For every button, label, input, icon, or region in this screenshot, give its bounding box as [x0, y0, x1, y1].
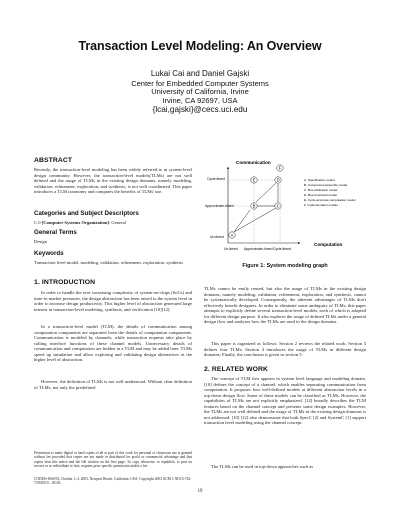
y-tick-label: Approximate-timed — [205, 204, 234, 208]
figure-caption: Figure 1: System modeling graph — [242, 263, 328, 269]
x-tick-label: Cycle-timed — [273, 247, 291, 251]
copyright-notice: CODES+ISSS'03, October 1–3, 2003, Newport Beach, California, USA. Copyright 2003 ACM 1-58113-742-7/03/0010 ...$5.00. — [34, 477, 192, 486]
legend-item: C. Bus-arbitration model — [304, 188, 338, 192]
x-axis-title: Computation — [314, 242, 343, 247]
x-tick-label: Approximate-timed — [244, 247, 273, 251]
edge-a-e — [234, 208, 276, 232]
y-tick-label: Cycle-timed — [207, 177, 225, 181]
author-email: {lcai,gajski}@cecs.uci.edu — [152, 104, 248, 114]
introduction-heading: 1. INTRODUCTION — [34, 279, 96, 286]
legend-item: D. Bus-functional model — [304, 193, 337, 197]
keywords-heading: Keywords — [34, 250, 64, 257]
introduction-p2: In a transaction-level model (TLM), the details of communication among computation components are separated from the details of computation components. Communication is modeled by channels, while transaction requests take place by calling interface functions of these channel models. Unnecessary details of communication and computation are hidden in a TLM and may be added later. TLMs speed up simulation and allow exploring and validating design alternatives at the higher level of abstraction. — [34, 324, 192, 363]
author-affiliation-2: University of California, Irvine — [151, 87, 249, 97]
x-tick-label: Un-timed — [224, 247, 238, 251]
keywords-text: Transaction level model, modeling, validation, refinement, exploration, synthesis — [34, 260, 184, 265]
author-block — [0, 70, 400, 114]
edge-a-b — [234, 210, 250, 232]
svg-text:A: A — [230, 232, 234, 238]
permission-notice: Permission to make digital or hard copies of all or part of this work for personal or classroom use is granted without fee provided that copies are not made or distributed for profit or commercial advantage and that copies bear this notice and the full citation on the first page. To copy otherwise, to republish, to post on servers or to redistribute to lists, requires prior specific permission and/or a fee. — [34, 451, 192, 468]
abstract-heading: ABSTRACT — [34, 157, 73, 164]
categories-rest: : General — [108, 220, 126, 225]
y-axis-title: Communication — [236, 160, 271, 165]
system-modeling-graph — [204, 150, 366, 258]
introduction-p1: In order to handle the ever increasing complexity of system-on-chips (SoCs) and time-to-market pressures, the design abstraction has been raised to the system level in order to increase design productivity. This higher level of abstraction generated large interest in transaction-level modeling, synthesis, and verification [10][12]. — [34, 290, 192, 312]
legend-item: A. Specification model — [304, 178, 335, 182]
author-address: Irvine, CA 92697, USA — [162, 95, 238, 105]
categories-text — [34, 220, 192, 226]
legend-item: B. Component-assembly model — [304, 183, 348, 187]
node-c — [275, 203, 281, 209]
node-a — [229, 232, 235, 238]
y-tick-label: Un-timed — [210, 235, 224, 239]
figure-legend — [304, 178, 356, 207]
legend-item: E. Cycle-accurate computation model — [304, 198, 356, 202]
svg-text:E: E — [252, 177, 256, 183]
node-f — [277, 165, 283, 171]
related-work-p2: The TLMs can be used in top-down approaches such as — [211, 464, 314, 469]
categories-heading: Categories and Subject Descriptors — [34, 210, 139, 217]
categories-bold: [Computer Systems Organization] — [41, 220, 109, 225]
terms-heading: General Terms — [34, 229, 77, 236]
legend-item: F. Implementation model — [304, 203, 338, 207]
edge-b-e — [256, 183, 276, 202]
svg-text:B: B — [252, 203, 256, 209]
svg-text:C: C — [276, 203, 280, 209]
author-affiliation-1: Center for Embedded Computer Systems — [131, 79, 269, 89]
categories-code: C.0 — [34, 220, 42, 225]
svg-text:D: D — [276, 177, 280, 183]
svg-text:F: F — [278, 165, 282, 171]
introduction-p3: However, the definition of TLMs is not well understood. Without clear definition of TLMs, not only the predefined — [34, 379, 192, 390]
node-e — [251, 177, 257, 183]
paper-title: Transaction Level Modeling: An Overview — [78, 39, 322, 53]
right-column-p1: TLMs cannot be easily reused, but also the usage of TLMs in the existing design domains, namely modeling, validation, refinement, exploration, and synthesis, cannot be systematically developed. Consequently, the inherent advantages of TLMs don't effectively benefit designers. In order to eliminate some ambiguity of TLMs, this paper attempts to explicitly define several transaction-level models, each of which is adopted for different design purpose. It also explores the usage of defined TLMs under a general design flow and analyzes how the TLMs are used in the design domains. — [204, 286, 366, 325]
abstract-text: Recently, the transaction-level modeling has been widely referred to in system-level design community. However, the transaction-level models(TLMs) are not well defined and the usage of TLMs in the existing design domains, namely modeling, validation, refinement, exploration, and synthesis, is not well coordinated. This paper introduces a TLM taxonomy and compares the benefits of TLMs' use. — [34, 167, 192, 195]
related-work-p1: The concept of TLM first appears in system level language and modeling domain. [10] defines the concept of a channel, which enables separating communication from computation. It proposes four well-defined models at different abstraction levels in a top-down design flow. Some of these models can be classified as TLMs. However, the capabilities of TLMs are not explicitly emphasized. [12] broadly describes the TLM features based on the channel concept and presents some design examples. However, the TLMs are not well defined and the usage of TLMs in the existing design domains is not addressed. [10] [12] also demonstrate that both SpecC [2] and SystemC [1] support transaction level modeling using the channel concept. — [204, 376, 366, 426]
page-number: 19 — [197, 489, 203, 494]
related-work-heading: 2. RELATED WORK — [204, 366, 269, 373]
terms-text: Design — [34, 239, 48, 244]
node-d — [275, 177, 281, 183]
node-b — [251, 203, 257, 209]
author-names: Lukai Cai and Daniel Gajski — [150, 69, 250, 78]
right-column-p2: This paper is organized as follows: Section 2 reviews the related work; Section 3 defines four TLMs; Section 4 introduces the usage of TLMs in different design domains; Finally, the conclusion is given in section 5. — [204, 341, 366, 358]
